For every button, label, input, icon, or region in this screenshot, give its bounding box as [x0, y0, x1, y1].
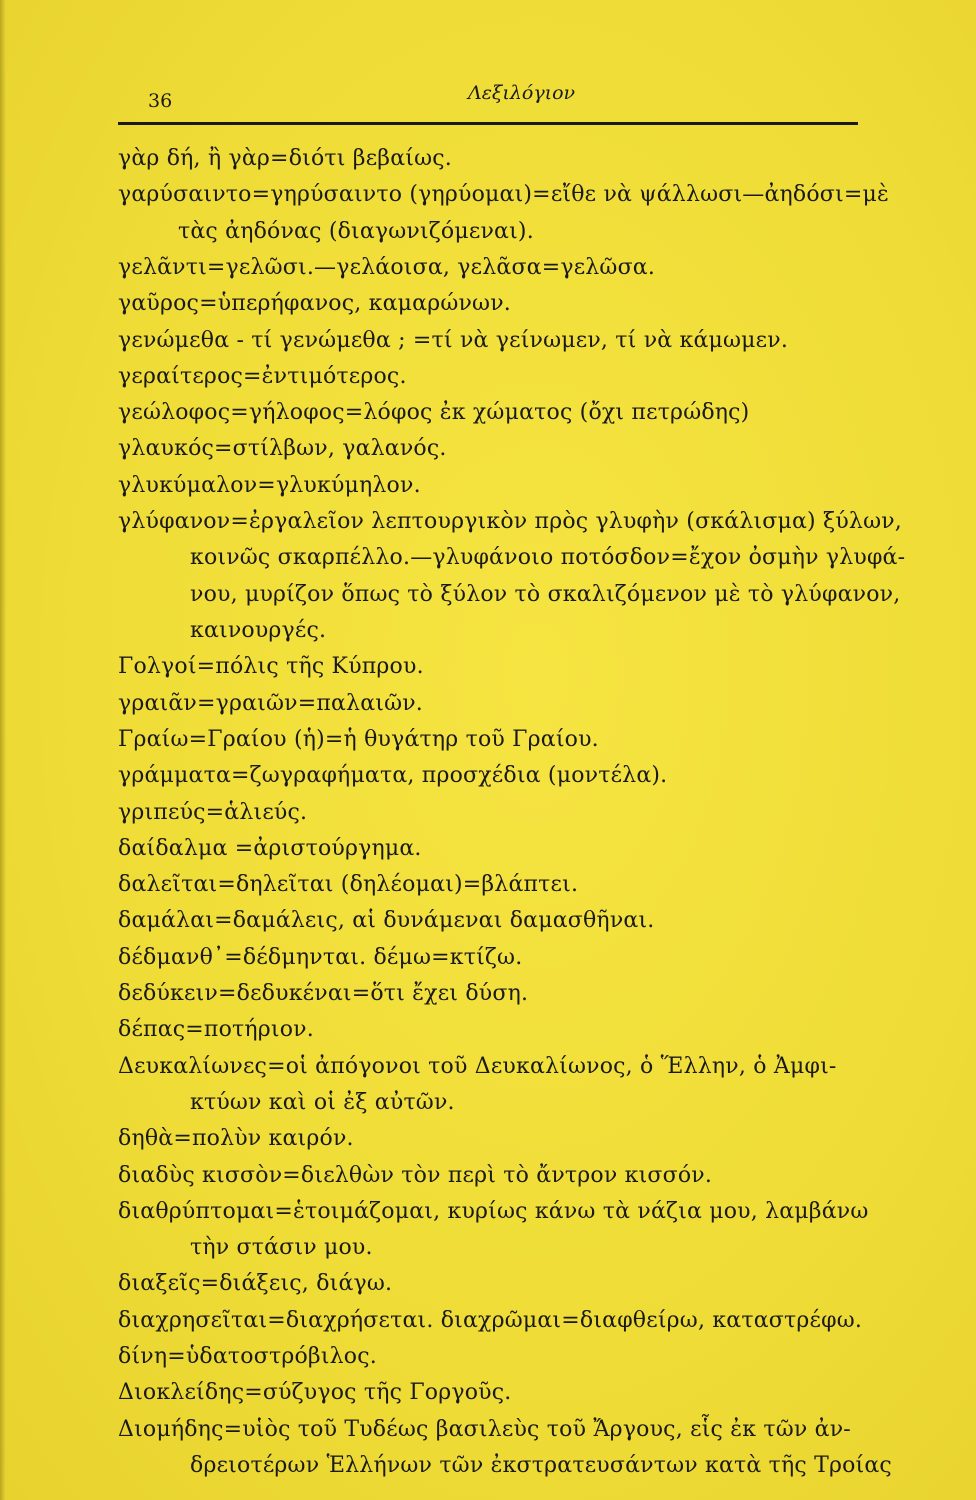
entry-line: δηθὰ=πολὺν καιρόν. — [118, 1126, 354, 1151]
entry-line: γελᾶντι=γελῶσι.—γελάοισα, γελᾶσα=γελῶσα. — [118, 255, 656, 280]
entry-line: γαρύσαιντο=γηρύσαιντο (γηρύομαι)=εἴθε νὰ ψάλλωσι—ἀηδόσι=μὲ — [118, 182, 889, 207]
entry-line: γλαυκός=στίλβων, γαλανός. — [118, 436, 447, 461]
entry-line: Διομήδης=υἱὸς τοῦ Τυδέως βασιλεὺς τοῦ Ἄργους, εἷς ἐκ τῶν ἀν- — [118, 1417, 851, 1442]
entry-line: δαμάλαι=δαμάλεις, αἱ δυνάμεναι δαμασθῆναι. — [118, 908, 655, 933]
entry-line: δρειοτέρων Ἑλλήνων τῶν ἐκστρατευσάντων κατὰ τῆς Τροίας — [190, 1453, 892, 1478]
entry-line: γεώλοφος=γήλοφος=λόφος ἐκ χώματος (ὄχι πετρώδης) — [118, 400, 750, 425]
entry-line: καινουργές. — [190, 618, 327, 643]
entry-line: γράμματα=ζωγραφήματα, προσχέδια (μοντέλα). — [118, 763, 668, 788]
entry-line: διαδὺς κισσὸν=διελθὼν τὸν περὶ τὸ ἄντρον κισσόν. — [118, 1163, 713, 1188]
entry-line: διαξεῖς=διάξεις, διάγω. — [118, 1271, 393, 1296]
entry-line: δαίδαλμα =ἀριστούργημα. — [118, 836, 422, 861]
entry-line: Γραίω=Γραίου (ἡ)=ἡ θυγάτηρ τοῦ Γραίου. — [118, 727, 599, 752]
entry-line: δεδύκειν=δεδυκέναι=ὅτι ἔχει δύση. — [118, 981, 529, 1006]
entry-line: δίνη=ὑδατοστρόβιλος. — [118, 1344, 377, 1369]
entry-line: γραιᾶν=γραιῶν=παλαιῶν. — [118, 691, 423, 716]
entry-line: γριπεύς=ἁλιεύς. — [118, 800, 308, 825]
running-head: Λεξιλόγιον — [468, 82, 576, 104]
entry-line: γλύφανον=ἐργαλεῖον λεπτουργικὸν πρὸς γλυφὴν (σκάλισμα) ξύλων, — [118, 509, 902, 534]
entry-line: γενώμεθα - τί γενώμεθα ; =τί νὰ γείνωμεν, τί νὰ κάμωμεν. — [118, 328, 789, 353]
entry-line: Διοκλείδης=σύζυγος τῆς Γοργοῦς. — [118, 1380, 512, 1405]
entry-line: Δευκαλίωνες=οἱ ἀπόγονοι τοῦ Δευκαλίωνος, ὁ Ἕλλην, ὁ Ἀμφι- — [118, 1054, 837, 1079]
entry-line: Γολγοί=πόλις τῆς Κύπρου. — [118, 654, 424, 679]
entry-line: γαῦρος=ὑπερήφανος, καμαρώνων. — [118, 291, 511, 316]
entry-line: κοινῶς σκαρπέλλο.—γλυφάνοιο ποτόσδον=ἔχον ὀσμὴν γλυφά- — [190, 545, 906, 570]
entry-line: δαλεῖται=δηλεῖται (δηλέομαι)=βλάπτει. — [118, 872, 579, 897]
entry-line: διαχρησεῖται=διαχρήσεται. διαχρῶμαι=διαφθείρω, καταστρέφω. — [118, 1308, 863, 1333]
entry-line: τὴν στάσιν μου. — [190, 1235, 373, 1260]
entry-line: κτύων καὶ οἱ ἐξ αὐτῶν. — [190, 1090, 455, 1115]
entry-line: γεραίτερος=ἐντιμότερος. — [118, 364, 407, 389]
page-number: 36 — [148, 90, 173, 112]
entry-line: γλυκύμαλον=γλυκύμηλον. — [118, 473, 421, 498]
entry-line: νου, μυρίζον ὅπως τὸ ξύλον τὸ σκαλιζόμενον μὲ τὸ γλύφανον, — [190, 582, 901, 607]
entry-line: γὰρ δή, ἢ γὰρ=διότι βεβαίως. — [118, 146, 452, 171]
entry-line: διαθρύπτομαι=ἑτοιμάζομαι, κυρίως κάνω τὰ νάζια μου, λαμβάνω — [118, 1199, 869, 1224]
entry-line: δέπας=ποτήριον. — [118, 1017, 314, 1042]
entry-line: τὰς ἀηδόνας (διαγωνιζόμεναι). — [178, 219, 534, 244]
entry-line: δέδμανθ᾽=δέδμηνται. δέμω=κτίζω. — [118, 945, 523, 970]
